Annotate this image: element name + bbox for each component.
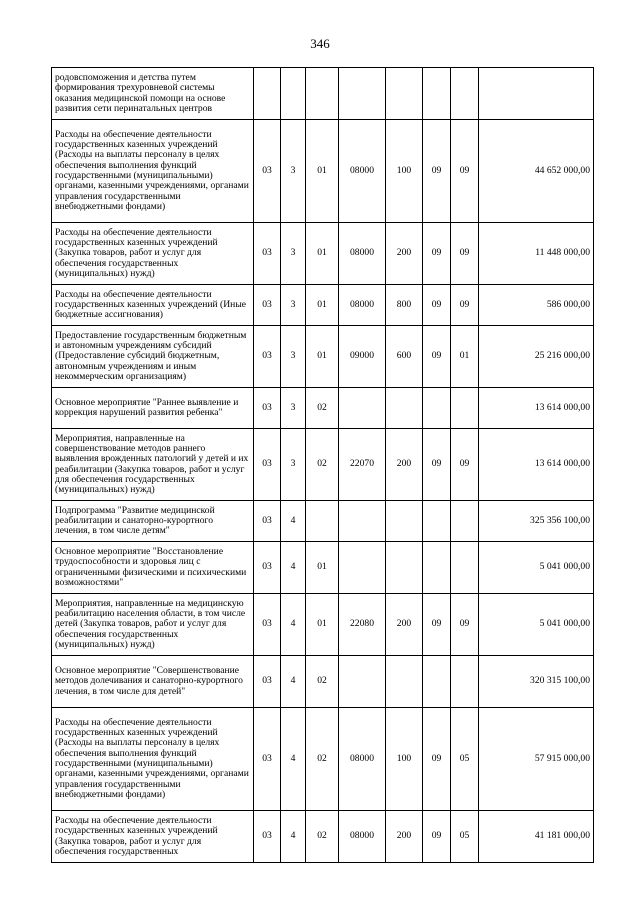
row-code-c1: 03 xyxy=(254,811,281,863)
row-description: Расходы на обеспечение деятельности государственных казенных учреждений (Расходы на выплаты персоналу в целях обеспечения выполнения функций государственными (муниципальными) органами, казенными учреждениями, органами управления государственными внебюджетными фондами) xyxy=(52,708,254,811)
row-code-c5 xyxy=(386,542,423,594)
row-description: Подпрограмма "Развитие медицинской реабилитации и санаторно-курортного лечения, в том числе детям" xyxy=(52,501,254,542)
row-code-c2: 3 xyxy=(281,120,306,223)
row-code-c2: 4 xyxy=(281,594,306,656)
row-code-c7: 01 xyxy=(451,326,479,388)
row-code-c3: 01 xyxy=(306,285,339,326)
row-code-c6: 09 xyxy=(423,708,451,811)
row-amount xyxy=(479,68,594,120)
row-code-c6 xyxy=(423,68,451,120)
row-code-c1: 03 xyxy=(254,656,281,708)
row-code-c1: 03 xyxy=(254,120,281,223)
row-code-c6: 09 xyxy=(423,811,451,863)
row-code-c2: 4 xyxy=(281,501,306,542)
row-code-c7 xyxy=(451,656,479,708)
row-code-c7: 09 xyxy=(451,594,479,656)
row-code-c7: 05 xyxy=(451,708,479,811)
row-code-c5 xyxy=(386,388,423,429)
table-row xyxy=(52,120,594,223)
row-code-c4: 08000 xyxy=(339,285,386,326)
row-code-c6: 09 xyxy=(423,326,451,388)
row-code-c4 xyxy=(339,656,386,708)
row-code-c4 xyxy=(339,388,386,429)
table-row xyxy=(52,326,594,388)
row-code-c3: 01 xyxy=(306,542,339,594)
table-row xyxy=(52,811,594,863)
table-row xyxy=(52,594,594,656)
row-code-c4 xyxy=(339,542,386,594)
row-code-c4: 08000 xyxy=(339,811,386,863)
row-code-c6 xyxy=(423,388,451,429)
row-code-c3: 02 xyxy=(306,708,339,811)
table-row xyxy=(52,501,594,542)
row-description: Расходы на обеспечение деятельности государственных казенных учреждений (Иные бюджетные ассигнования) xyxy=(52,285,254,326)
row-code-c4: 08000 xyxy=(339,120,386,223)
row-code-c2: 3 xyxy=(281,388,306,429)
budget-table xyxy=(51,67,594,863)
row-code-c7 xyxy=(451,388,479,429)
row-code-c1: 03 xyxy=(254,542,281,594)
row-code-c7: 09 xyxy=(451,120,479,223)
row-description: Основное мероприятие "Восстановление трудоспособности и здоровья лиц с ограниченными физическими и психическими возможностями" xyxy=(52,542,254,594)
row-amount: 57 915 000,00 xyxy=(479,708,594,811)
page-number: 346 xyxy=(310,36,330,51)
row-code-c3: 01 xyxy=(306,223,339,285)
row-code-c3: 02 xyxy=(306,811,339,863)
row-code-c1: 03 xyxy=(254,708,281,811)
row-amount: 320 315 100,00 xyxy=(479,656,594,708)
table-body xyxy=(52,68,594,863)
row-code-c3 xyxy=(306,501,339,542)
row-code-c2: 4 xyxy=(281,542,306,594)
row-code-c7 xyxy=(451,501,479,542)
row-code-c6 xyxy=(423,501,451,542)
row-description: Основное мероприятие "Совершенствование методов долечивания и санаторно-курортного лечения, в том числе для детей" xyxy=(52,656,254,708)
row-amount: 325 356 100,00 xyxy=(479,501,594,542)
row-code-c5: 800 xyxy=(386,285,423,326)
row-code-c3: 01 xyxy=(306,120,339,223)
row-code-c5: 200 xyxy=(386,811,423,863)
table-row xyxy=(52,708,594,811)
row-description: Расходы на обеспечение деятельности государственных казенных учреждений (Закупка товаров, работ и услуг для обеспечения государственных xyxy=(52,811,254,863)
row-code-c3 xyxy=(306,68,339,120)
row-code-c3: 01 xyxy=(306,594,339,656)
table-row xyxy=(52,285,594,326)
row-code-c4 xyxy=(339,68,386,120)
row-code-c1: 03 xyxy=(254,326,281,388)
table-row xyxy=(52,68,594,120)
row-code-c2: 4 xyxy=(281,708,306,811)
row-code-c2: 3 xyxy=(281,285,306,326)
row-code-c5: 200 xyxy=(386,223,423,285)
row-code-c3: 02 xyxy=(306,388,339,429)
row-amount: 586 000,00 xyxy=(479,285,594,326)
row-code-c5 xyxy=(386,501,423,542)
row-amount: 41 181 000,00 xyxy=(479,811,594,863)
row-code-c7 xyxy=(451,68,479,120)
row-code-c3: 01 xyxy=(306,326,339,388)
row-code-c4: 08000 xyxy=(339,708,386,811)
row-amount: 5 041 000,00 xyxy=(479,594,594,656)
row-code-c2: 3 xyxy=(281,429,306,501)
row-code-c5: 100 xyxy=(386,120,423,223)
row-code-c4: 08000 xyxy=(339,223,386,285)
row-code-c6: 09 xyxy=(423,120,451,223)
row-code-c3: 02 xyxy=(306,429,339,501)
row-description: Расходы на обеспечение деятельности государственных казенных учреждений (Расходы на выплаты персоналу в целях обеспечения выполнения функций государственными (муниципальными) органами, казенными учреждениями, органами управления государственными внебюджетными фондами) xyxy=(52,120,254,223)
row-code-c1: 03 xyxy=(254,429,281,501)
row-description: Основное мероприятие "Раннее выявление и коррекция нарушений развития ребенка" xyxy=(52,388,254,429)
row-code-c7 xyxy=(451,542,479,594)
row-code-c6 xyxy=(423,656,451,708)
row-code-c1: 03 xyxy=(254,594,281,656)
row-code-c1: 03 xyxy=(254,285,281,326)
row-code-c4: 09000 xyxy=(339,326,386,388)
row-code-c1 xyxy=(254,68,281,120)
row-code-c2 xyxy=(281,68,306,120)
table-row xyxy=(52,388,594,429)
table-row xyxy=(52,542,594,594)
row-code-c1: 03 xyxy=(254,501,281,542)
row-code-c5 xyxy=(386,656,423,708)
row-code-c3: 02 xyxy=(306,656,339,708)
row-code-c5: 600 xyxy=(386,326,423,388)
row-amount: 44 652 000,00 xyxy=(479,120,594,223)
row-description: Расходы на обеспечение деятельности государственных казенных учреждений (Закупка товаров, работ и услуг для обеспечения государственных (муниципальных) нужд) xyxy=(52,223,254,285)
row-amount: 13 614 000,00 xyxy=(479,388,594,429)
row-code-c2: 4 xyxy=(281,656,306,708)
row-code-c6: 09 xyxy=(423,285,451,326)
row-description: Мероприятия, направленные на медицинскую реабилитацию населения области, в том числе детей (Закупка товаров, работ и услуг для обеспечения государственных (муниципальных) нужд) xyxy=(52,594,254,656)
row-code-c7: 09 xyxy=(451,285,479,326)
row-code-c6 xyxy=(423,542,451,594)
row-code-c4: 22070 xyxy=(339,429,386,501)
row-code-c7: 05 xyxy=(451,811,479,863)
row-code-c5 xyxy=(386,68,423,120)
row-code-c6: 09 xyxy=(423,429,451,501)
row-code-c5: 200 xyxy=(386,429,423,501)
row-code-c4: 22080 xyxy=(339,594,386,656)
row-description: Предоставление государственным бюджетным и автономным учреждениям субсидий (Предоставление субсидий бюджетным, автономным учреждениям и иным некоммерческим организациям) xyxy=(52,326,254,388)
table-row xyxy=(52,223,594,285)
row-code-c6: 09 xyxy=(423,594,451,656)
row-code-c2: 4 xyxy=(281,811,306,863)
row-code-c2: 3 xyxy=(281,326,306,388)
row-description: родовспоможения и детства путем формирования трехуровневой системы оказания медицинской помощи на основе развития сети перинатальных центров xyxy=(52,68,254,120)
row-code-c1: 03 xyxy=(254,388,281,429)
row-code-c6: 09 xyxy=(423,223,451,285)
table-row xyxy=(52,656,594,708)
row-code-c4 xyxy=(339,501,386,542)
row-code-c5: 200 xyxy=(386,594,423,656)
row-amount: 11 448 000,00 xyxy=(479,223,594,285)
row-amount: 13 614 000,00 xyxy=(479,429,594,501)
row-description: Мероприятия, направленные на совершенствование методов раннего выявления врожденных патологий у детей и их реабилитации (Закупка товаров, работ и услуг для обеспечения государственных (муниципальных) нужд) xyxy=(52,429,254,501)
row-code-c1: 03 xyxy=(254,223,281,285)
row-amount: 5 041 000,00 xyxy=(479,542,594,594)
row-code-c5: 100 xyxy=(386,708,423,811)
row-code-c7: 09 xyxy=(451,429,479,501)
row-code-c2: 3 xyxy=(281,223,306,285)
table-row xyxy=(52,429,594,501)
row-amount: 25 216 000,00 xyxy=(479,326,594,388)
row-code-c7: 09 xyxy=(451,223,479,285)
